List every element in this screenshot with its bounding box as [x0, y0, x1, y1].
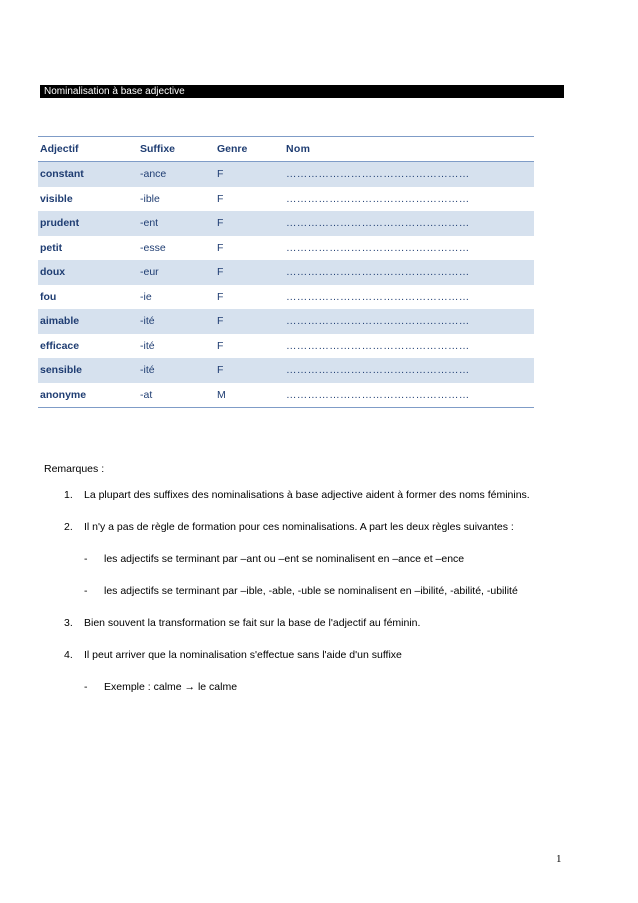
table-row	[38, 162, 534, 187]
cell-suffixe: -esse	[140, 241, 166, 254]
cell-suffixe: -ité	[140, 339, 155, 352]
header-nom: Nom	[286, 143, 311, 155]
cell-genre: F	[217, 217, 224, 230]
cell-genre: F	[217, 315, 224, 328]
remark-text: Exemple : calme → le calme	[104, 681, 238, 693]
cell-nom-blank: ……………………………………………	[286, 339, 470, 352]
cell-genre: M	[217, 388, 226, 401]
cell-nom-blank: ……………………………………………	[286, 266, 470, 279]
table-row	[38, 187, 534, 212]
cell-suffixe: -ité	[140, 315, 155, 328]
cell-adjectif: doux	[40, 266, 66, 279]
cell-adjectif: fou	[40, 290, 57, 303]
cell-genre: F	[217, 364, 224, 377]
remark-subitem	[84, 553, 464, 565]
cell-adjectif: visible	[40, 192, 73, 205]
remark-number: 3.	[64, 617, 73, 629]
remark-number: 1.	[64, 489, 73, 501]
remark-text: Bien souvent la transformation se fait sur la base de l'adjectif au féminin.	[84, 617, 421, 629]
cell-nom-blank: ……………………………………………	[286, 217, 470, 230]
cell-nom-blank: ……………………………………………	[286, 168, 470, 181]
remark-text: les adjectifs se terminant par –ible, -able, -uble se nominalisent en –ibilité, -abilité, -ubilité	[104, 585, 518, 597]
table-row	[38, 211, 534, 236]
cell-suffixe: -eur	[140, 266, 159, 279]
remark-item-4	[64, 649, 402, 661]
table-row	[38, 334, 534, 359]
table-row	[38, 309, 534, 334]
cell-genre: F	[217, 339, 224, 352]
remark-item-1	[64, 489, 530, 501]
table-header-row	[38, 137, 534, 162]
cell-suffixe: -ance	[140, 168, 167, 181]
cell-adjectif: anonyme	[40, 388, 87, 401]
table-row	[38, 383, 534, 408]
remark-item-2	[64, 521, 514, 533]
remark-item-3	[64, 617, 420, 629]
cell-suffixe: -at	[140, 388, 153, 401]
cell-genre: F	[217, 241, 224, 254]
header-suffixe: Suffixe	[140, 143, 176, 155]
table-row	[38, 285, 534, 310]
cell-nom-blank: ……………………………………………	[286, 364, 470, 377]
cell-suffixe: -ie	[140, 290, 152, 303]
section-title: Nominalisation à base adjective	[40, 85, 564, 98]
page-number: 1	[556, 853, 562, 865]
remark-subitem	[84, 585, 518, 597]
remark-text: Il n'y a pas de règle de formation pour ces nominalisations. A part les deux règles suivantes :	[84, 521, 514, 533]
cell-nom-blank: ……………………………………………	[286, 290, 470, 303]
cell-suffixe: -ent	[140, 217, 159, 230]
header-genre: Genre	[217, 143, 248, 155]
remark-text: La plupart des suffixes des nominalisations à base adjective aident à former des noms féminins.	[84, 489, 530, 501]
cell-adjectif: sensible	[40, 364, 83, 377]
cell-adjectif: aimable	[40, 315, 80, 328]
bullet-dash: -	[84, 585, 88, 597]
cell-nom-blank: ……………………………………………	[286, 315, 470, 328]
cell-adjectif: petit	[40, 241, 63, 254]
cell-nom-blank: ……………………………………………	[286, 192, 470, 205]
cell-adjectif: constant	[40, 168, 84, 181]
cell-nom-blank: ……………………………………………	[286, 388, 470, 401]
table-row	[38, 358, 534, 383]
cell-adjectif: efficace	[40, 339, 80, 352]
cell-genre: F	[217, 290, 224, 303]
nominalisation-table	[38, 136, 534, 408]
bullet-dash: -	[84, 553, 88, 565]
cell-adjectif: prudent	[40, 217, 80, 230]
remark-number: 4.	[64, 649, 73, 661]
remark-subitem	[84, 681, 237, 693]
remark-text: Il peut arriver que la nominalisation s'effectue sans l'aide d'un suffixe	[84, 649, 402, 661]
cell-suffixe: -ité	[140, 364, 155, 377]
cell-genre: F	[217, 192, 224, 205]
cell-genre: F	[217, 266, 224, 279]
table-row	[38, 260, 534, 285]
cell-genre: F	[217, 168, 224, 181]
remark-text: les adjectifs se terminant par –ant ou –ent se nominalisent en –ance et –ence	[104, 553, 465, 565]
cell-suffixe: -ible	[140, 192, 160, 205]
remark-number: 2.	[64, 521, 73, 533]
header-adjectif: Adjectif	[40, 143, 79, 155]
bullet-dash: -	[84, 681, 88, 693]
table-row	[38, 236, 534, 261]
remarks-heading: Remarques :	[44, 463, 105, 475]
cell-nom-blank: ……………………………………………	[286, 241, 470, 254]
